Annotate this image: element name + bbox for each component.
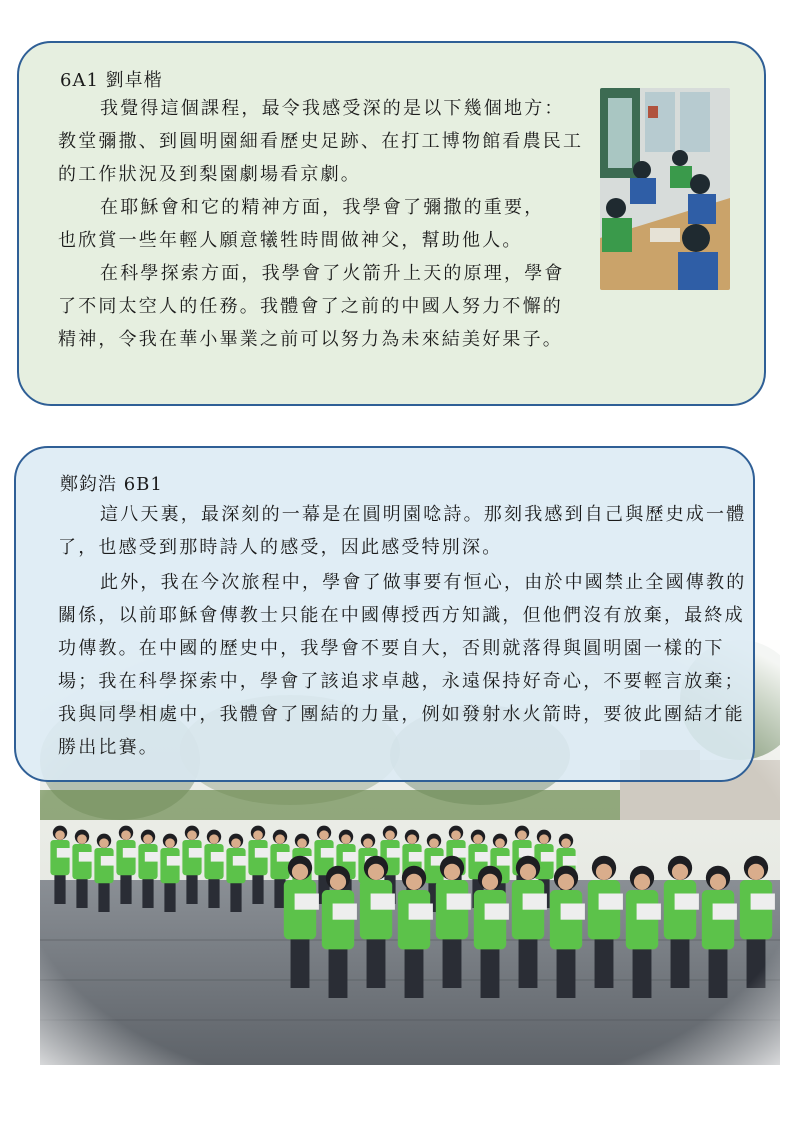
paragraph-1-3: 在科學探索方面，我學會了火箭升上天的原理，學會了不同太空人的任務。我體會了之前的中國人努力不懈的精神，令我在華小畢業之前可以努力為未來結美好果子。 [58,263,565,350]
author-heading-2: 鄭鈞浩 6B1 [60,474,163,495]
paragraph-2-2: 此外，我在今次旅程中，學會了做事要有恒心，由於中國禁止全國傳教的關係，以前耶穌會傳教士只能在中國傳授西方知識，但他們沒有放棄，最終成功傳教。在中國的歷史中，我學會不要自大，否則就落得與圓明園一樣的下場；我在科學探索中，學會了該追求卓越，永遠保持好奇心，不要輕言放棄；我與同學相處中，我體會了團結的力量，例如發射水火箭時，要彼此團結才能勝出比賽。 [58,572,747,758]
paragraph-1-2: 在耶穌會和它的精神方面，我學會了彌撒的重要，也欣賞一些年輕人願意犧牲時間做神父，幫助他人。 [58,197,545,251]
paragraph-1-1: 我覺得這個課程，最令我感受深的是以下幾個地方：教堂彌撒、到圓明園細看歷史足跡、在打工博物館看農民工的工作狀況及到梨園劇場看京劇。 [58,98,584,185]
paragraph-2-1: 這八天裏，最深刻的一幕是在圓明園唸詩。那刻我感到自己與歷史成一體了，也感受到那時詩人的感受，因此感受特別深。 [58,504,747,558]
author-heading-1: 6A1 劉卓楷 [60,70,163,91]
classroom-photo [600,88,730,290]
